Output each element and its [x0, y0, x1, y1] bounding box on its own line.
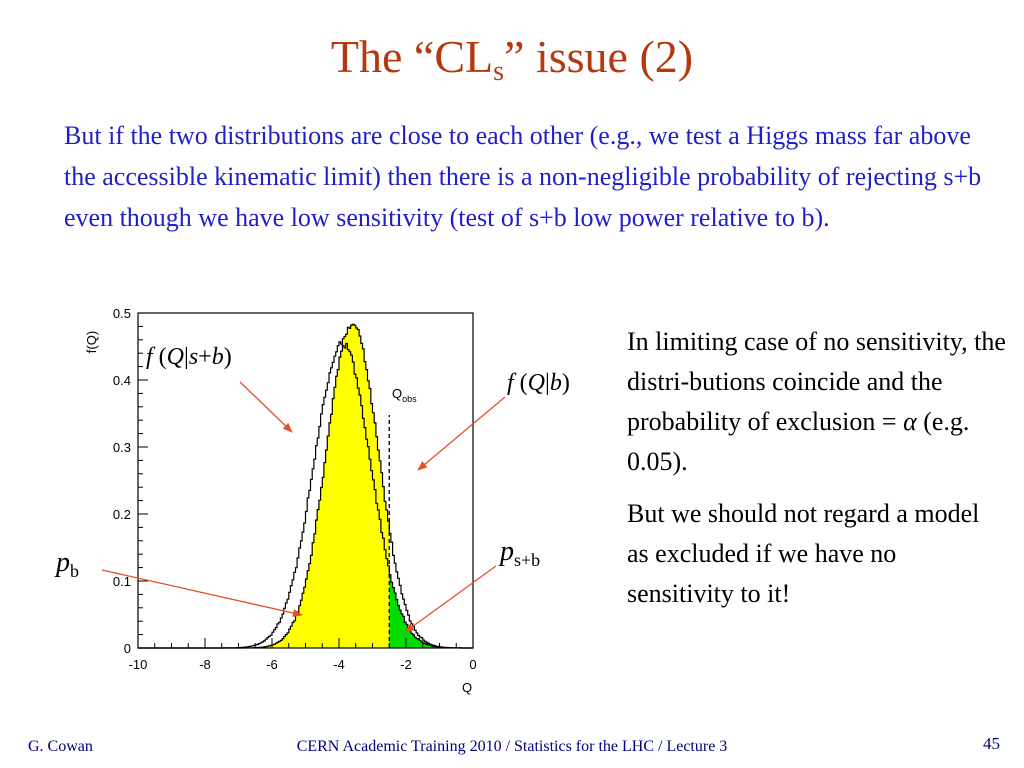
footer-author: G. Cowan	[28, 738, 93, 755]
explanation-para-2: But we should not regard a model as excluded if we have no sensitivity to it!	[627, 499, 980, 608]
annotation-f-q-sb: f (Q|s+b)	[146, 344, 232, 370]
intro-paragraph: But if the two distributions are close to each other (e.g., we test a Higgs mass far above the accessible kinematic limit) then there is a non-negligible probability of rejecting s+b even though we have low sensitivity (test of s+b low power relative to b).	[64, 121, 982, 232]
explanation-para-1: In limiting case of no sensitivity, the distri-butions coincide and the probability of exclusion = α (e.g. 0.05).	[627, 327, 1006, 476]
arrow-p-b	[102, 570, 302, 615]
y-tick-label: 0.1	[112, 574, 131, 589]
annotation-f-q-b: f (Q|b)	[507, 370, 570, 396]
y-tick-label: 0.2	[112, 507, 131, 522]
y-tick-label: 0.3	[112, 440, 131, 455]
b-tail-green-area	[389, 575, 473, 648]
x-tick-label: -6	[266, 657, 278, 672]
y-tick-label: 0.5	[112, 306, 131, 321]
explanation-text	[627, 322, 1007, 614]
x-tick-label: -2	[400, 657, 412, 672]
page-number: 45	[983, 734, 1000, 753]
slide-title: The “$CL_s$” issue (2)	[330, 31, 694, 87]
x-tick-label: -8	[199, 657, 211, 672]
annotation-p-b: $p_b$	[56, 547, 79, 581]
footer-course: CERN Academic Training 2010 / Statistics for the LHC / Lecture 3	[296, 738, 728, 755]
annotation-p-sb: $p_{s+b}$	[500, 536, 541, 570]
arrow-f-q-b	[418, 397, 505, 470]
alpha-symbol: α	[903, 407, 917, 436]
x-tick-label: -4	[333, 657, 345, 672]
y-tick-label: 0.4	[112, 373, 131, 388]
x-tick-label: -10	[128, 657, 148, 672]
arrow-f-q-sb	[240, 382, 292, 432]
x-axis-title: Q	[461, 680, 473, 695]
q-obs-label: $Q_{obs}$	[392, 386, 417, 404]
y-tick-label: 0	[123, 641, 131, 656]
sb-yellow-area	[138, 324, 389, 648]
y-axis-title: f(Q)	[84, 330, 99, 354]
arrow-p-sb	[405, 566, 496, 632]
x-tick-label: 0	[469, 657, 477, 672]
